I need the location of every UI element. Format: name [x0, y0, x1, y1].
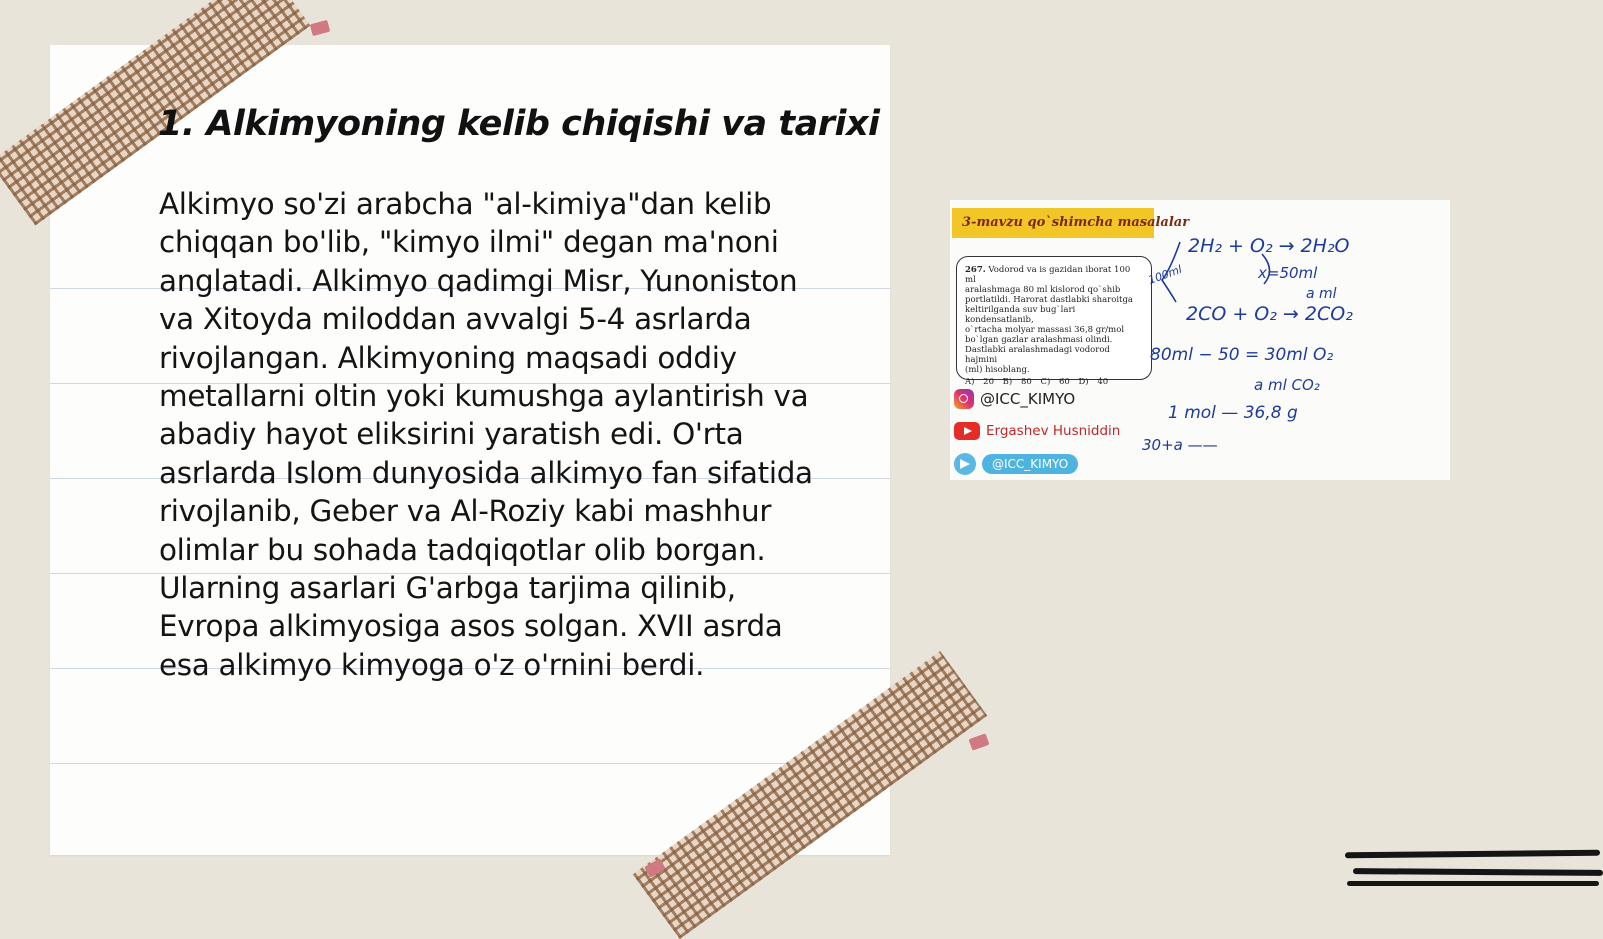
telegram-handle	[954, 453, 1078, 475]
problem-line: Vodorod va is gazidan iborat 100 ml	[965, 265, 1131, 285]
problem-line: keltirilganda suv bug`lari kondensatlanib,	[965, 305, 1076, 325]
equation-line: 80ml − 50 = 30ml O₂	[1150, 345, 1334, 365]
equation-note: x=50ml	[1258, 264, 1318, 282]
decorative-strokes	[1345, 845, 1600, 895]
equation-line: 2CO + O₂ → 2CO₂	[1186, 303, 1353, 325]
telegram-icon	[954, 453, 976, 475]
problem-card	[956, 256, 1152, 387]
equation-line: 1 mol — 36,8 g	[1168, 403, 1298, 423]
problem-number: 267.	[965, 265, 986, 275]
problem-line: o`rtacha molyar massasi 36,8 gr/mol	[965, 325, 1125, 335]
body-line: rivojlanib, Geber va Al-Roziy kabi mashhur	[159, 494, 772, 529]
problem-line: aralashmaga 80 ml kislorod qo`shib	[965, 285, 1121, 295]
problem-line: Dastlabki aralashmadagi vodorod hajmini	[965, 345, 1110, 365]
rule-line	[50, 763, 890, 764]
body-line: metallarni oltin yoki kumushga aylantirish va	[159, 379, 809, 414]
equation-note: a ml CO₂	[1254, 376, 1320, 394]
handwritten-solution	[1142, 200, 1450, 480]
body-line: anglatadi. Alkimyo qadimgi Misr, Yunoniston	[159, 263, 798, 298]
problem-line: portlatildi. Harorat dastlabki sharoitga	[965, 295, 1133, 305]
body-line: esa alkimyo kimyoga o'z o'rnini berdi.	[159, 647, 705, 682]
volume-note: 100ml	[1146, 262, 1184, 287]
equation-note: a ml	[1306, 286, 1337, 302]
video-thumbnail[interactable]	[950, 200, 1450, 480]
tape-tip	[968, 733, 989, 750]
youtube-icon	[954, 422, 980, 440]
body-line: abadiy hayot eliksirini yaratish edi. O'rta	[159, 417, 744, 452]
problem-line: (ml) hisoblang.	[965, 365, 1030, 375]
topic-banner: 3-mavzu qo`shimcha masalalar	[952, 208, 1154, 238]
youtube-label: Ergashev Husniddin	[986, 423, 1121, 439]
equation-line: 2H₂ + O₂ → 2H₂O	[1188, 235, 1350, 257]
body-line: Alkimyo so'zi arabcha "al-kimiya"dan kelib	[159, 187, 772, 221]
instagram-handle	[954, 388, 1075, 410]
instagram-label: @ICC_KIMYO	[980, 390, 1076, 408]
tape-tip	[310, 20, 330, 36]
body-line: Evropa alkimyosiga asos solgan. XVII asrda	[159, 609, 783, 644]
answer-options: A) 20 B) 80 C) 60 D) 40	[965, 377, 1109, 387]
equation-line: 30+a ——	[1142, 436, 1218, 454]
body-line: chiqqan bo'lib, "kimyo ilmi" degan ma'noni	[159, 225, 779, 260]
problem-line: bo`lgan gazlar aralashmasi olindi.	[965, 335, 1113, 345]
slide-title: 1. Alkimyoning kelib chiqishi va tarixi	[158, 104, 880, 144]
body-line: olimlar bu sohada tadqiqotlar olib borgan.	[159, 532, 766, 567]
telegram-label: @ICC_KIMYO	[982, 454, 1078, 474]
slide-body	[159, 185, 849, 684]
youtube-channel	[954, 420, 1120, 442]
body-line: rivojlangan. Alkimyoning maqsadi oddiy	[159, 340, 737, 375]
instagram-icon	[954, 389, 974, 409]
body-line: asrlarda Islom dunyosida alkimyo fan sifatida	[159, 455, 813, 490]
body-line: Ularning asarlari G'arbga tarjima qilinib,	[159, 571, 736, 606]
body-line: va Xitoyda miloddan avvalgi 5-4 asrlarda	[159, 302, 752, 337]
